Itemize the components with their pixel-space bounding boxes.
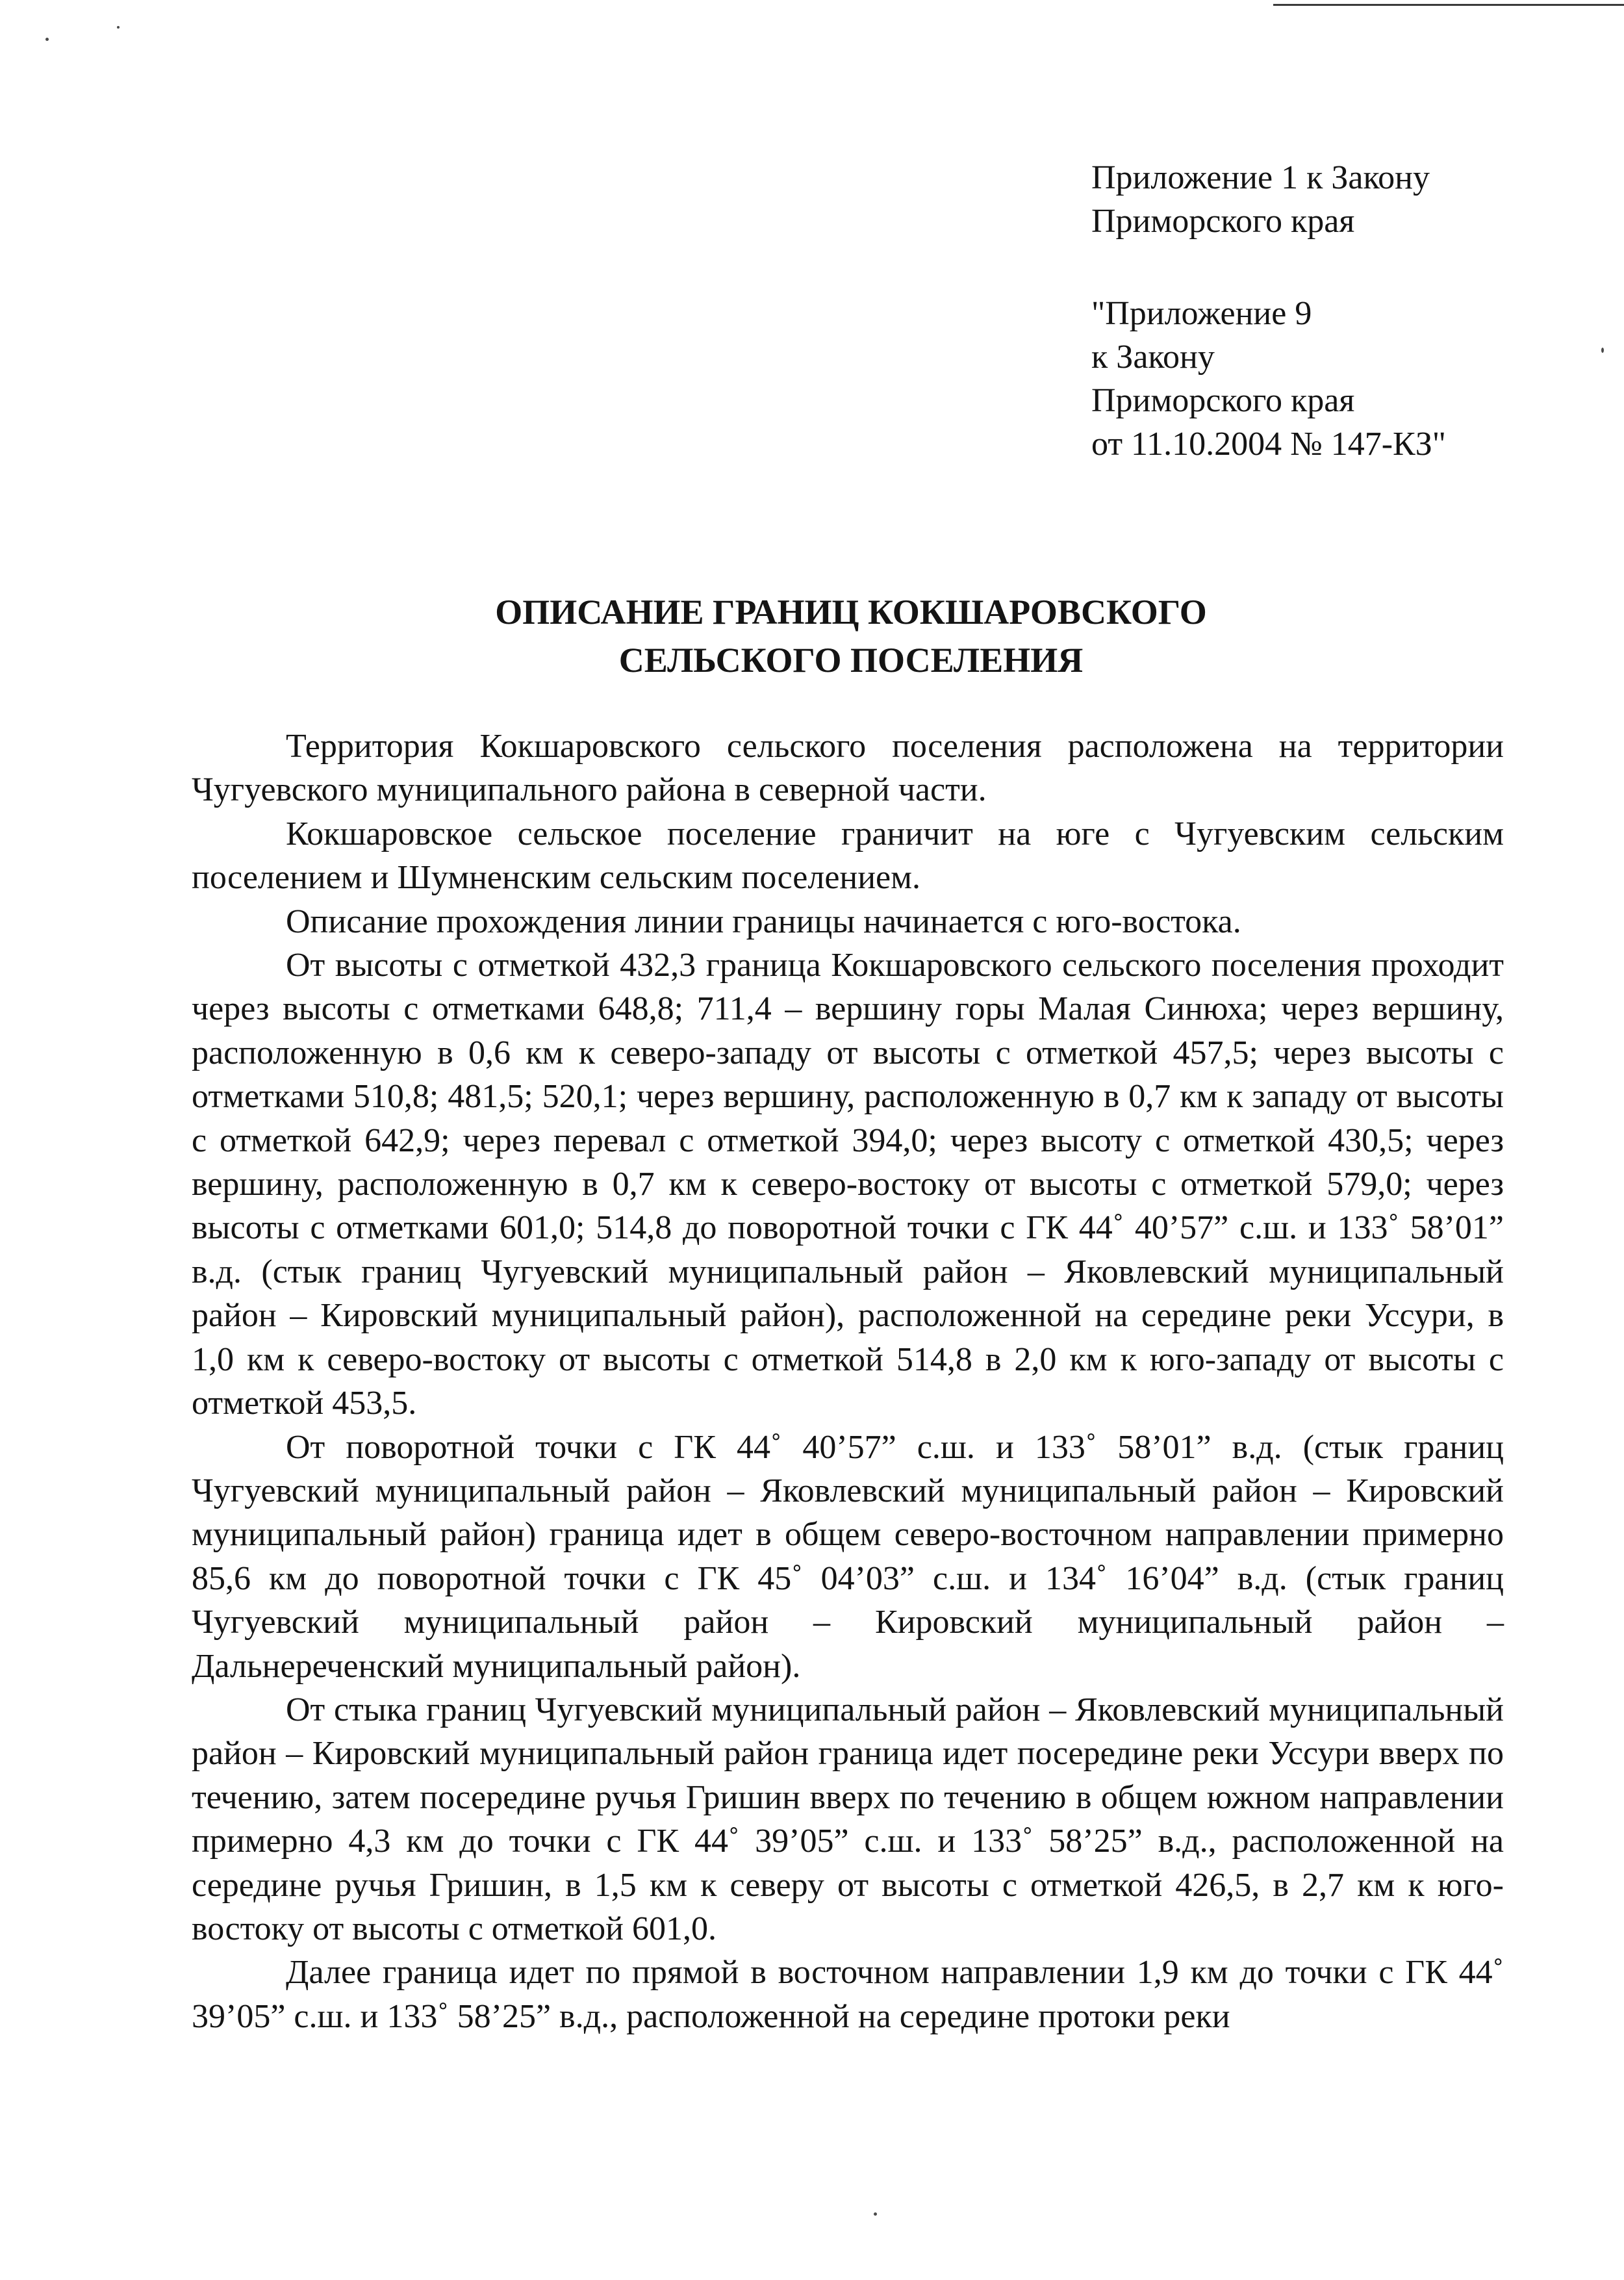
appendix-line: Приморского края xyxy=(1091,382,1355,419)
paragraph: Территория Кокшаровского сельского поселения расположена на территории Чугуевского муниципального района в северной части. xyxy=(192,728,1504,809)
scan-artifact-dot xyxy=(45,38,49,41)
scan-artifact-dot xyxy=(117,26,120,29)
appendix-block xyxy=(1091,156,1446,466)
title-line: СЕЛЬСКОГО ПОСЕЛЕНИЯ xyxy=(618,641,1084,680)
appendix-line: от 11.10.2004 № 147-КЗ" xyxy=(1091,426,1446,463)
paragraph: От поворотной точки с ГК 44˚ 40’57” с.ш. и 133˚ 58’01” в.д. (стык границ Чугуевский муниципальный район – Яковлевский муниципальный район – Кировский муниципальный район) граница идет в общем северо-восточном направлении примерно 85,6 км до поворотной точки с ГК 45˚ 04’03” с.ш. и 134˚ 16’04” в.д. (стык границ Чугуевский муниципальный район – Кировский муниципальный район – Дальнереченский муниципальный район). xyxy=(192,1428,1504,1685)
appendix-line: к Закону xyxy=(1091,339,1215,376)
document-body xyxy=(192,724,1504,2038)
scan-artifact-dot xyxy=(874,2212,877,2216)
scan-artifact-line xyxy=(1273,4,1624,6)
paragraph: От высоты с отметкой 432,3 граница Кокшаровского сельского поселения проходит через высоты с отметками 648,8; 711,4 – вершину горы Малая Синюха; через вершину, расположенную в 0,6 км к северо-западу от высоты с отметкой 457,5; через высоты с отметками 510,8; 481,5; 520,1; через вершину, расположенную в 0,7 км к западу от высоты с отметкой 642,9; через перевал с отметкой 394,0; через высоту с отметкой 430,5; через вершину, расположенную в 0,7 км к северо-востоку от высоты с отметкой 579,0; через высоты с отметками 601,0; 514,8 до поворотной точки с ГК 44˚ 40’57” с.ш. и 133˚ 58’01” в.д. (стык границ Чугуевский муниципальный район – Яковлевский муниципальный район – Кировский муниципальный район), расположенной на середине реки Уссури, в 1,0 км к северо-востоку от высоты с отметкой 514,8 в 2,0 км к юго-западу от высоты с отметкой 453,5. xyxy=(192,947,1504,1422)
document-title xyxy=(162,588,1540,684)
title-line: ОПИСАНИЕ ГРАНИЦ КОКШАРОВСКОГО xyxy=(495,593,1207,632)
paragraph: От стыка границ Чугуевский муниципальный район – Яковлевский муниципальный район – Кировский муниципальный район граница идет посередине реки Уссури вверх по течению, затем посередине ручья Гришин вверх по течению в общем южном направлении примерно 4,3 км до точки с ГК 44˚ 39’05” с.ш. и 133˚ 58’25” в.д., расположенной на середине ручья Гришин, в 1,5 км к северу от высоты с отметкой 426,5, в 2,7 км к юго-востоку от высоты с отметкой 601,0. xyxy=(192,1691,1504,1947)
appendix-line: Приморского края xyxy=(1091,203,1355,240)
paragraph: Кокшаровское сельское поселение граничит на юге с Чугуевским сельским поселением и Шумненским сельским поселением. xyxy=(192,815,1504,897)
paragraph: Далее граница идет по прямой в восточном направлении 1,9 км до точки с ГК 44˚ 39’05” с.ш. и 133˚ 58’25” в.д., расположенной на середине протоки реки xyxy=(192,1954,1504,2035)
scan-artifact-dot xyxy=(1601,348,1604,353)
appendix-line: "Приложение 9 xyxy=(1091,295,1312,332)
paragraph: Описание прохождения линии границы начинается с юго-востока. xyxy=(286,903,1241,940)
appendix-line: Приложение 1 к Закону xyxy=(1091,159,1430,196)
